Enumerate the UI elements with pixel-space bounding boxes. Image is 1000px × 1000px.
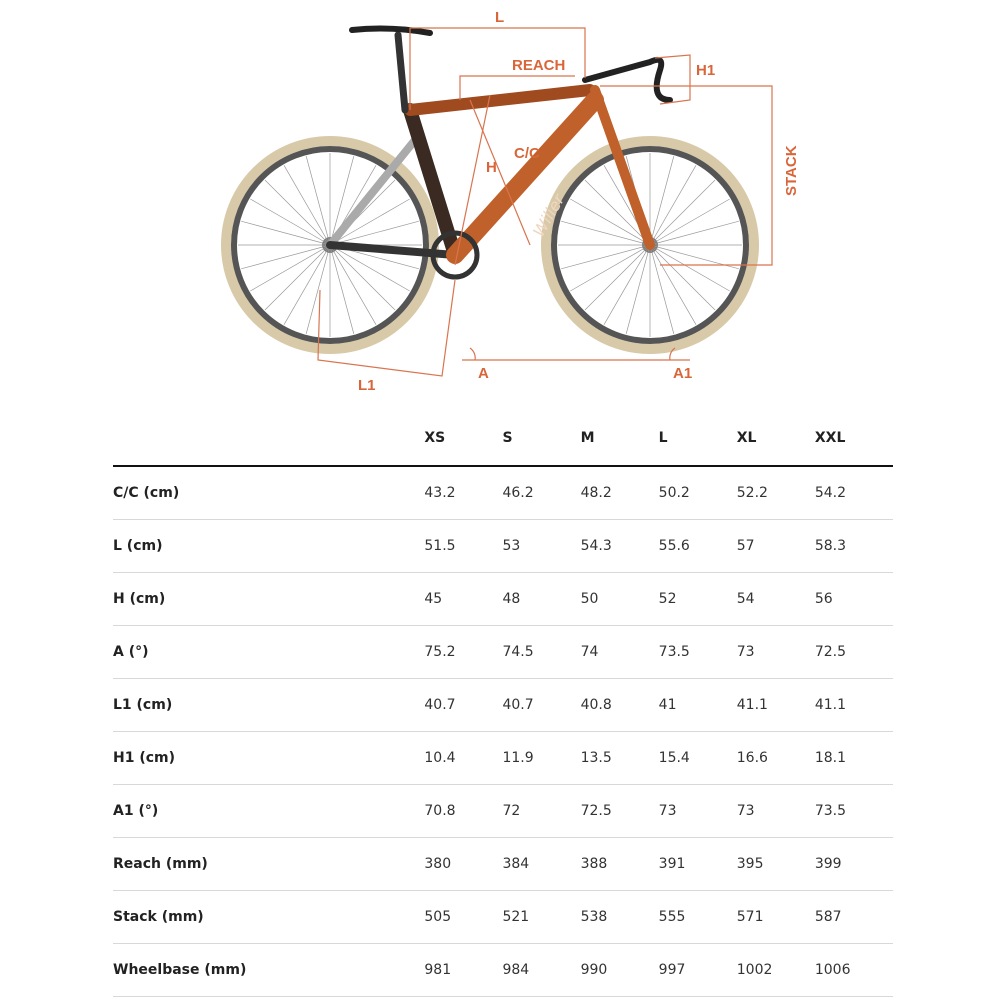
table-cell: 52 — [659, 573, 737, 626]
table-cell: 74 — [581, 626, 659, 679]
spoke — [561, 245, 650, 269]
table-cell: 54.3 — [581, 520, 659, 573]
label-l1: L1 — [358, 377, 376, 394]
label-a: A — [478, 365, 489, 382]
column-header-s: S — [502, 410, 580, 466]
table-cell: 13.5 — [581, 732, 659, 785]
table-cell: 1006 — [815, 944, 893, 997]
table-row — [113, 679, 893, 732]
table-cell: 41.1 — [737, 679, 815, 732]
table-cell: 57 — [737, 520, 815, 573]
table-cell: 16.6 — [737, 732, 815, 785]
spoke — [650, 180, 715, 245]
table-cell: 46.2 — [502, 466, 580, 520]
table-cell: 58.3 — [815, 520, 893, 573]
table-cell: 10.4 — [424, 732, 502, 785]
spoke — [650, 165, 696, 245]
table-cell: 73 — [737, 626, 815, 679]
row-label: L (cm) — [113, 520, 424, 573]
row-label: Reach (mm) — [113, 838, 424, 891]
table-cell: 72.5 — [815, 626, 893, 679]
header-row — [113, 410, 893, 466]
spoke — [250, 245, 330, 291]
column-header-l: L — [659, 410, 737, 466]
table-cell: 40.7 — [502, 679, 580, 732]
row-label: A1 (°) — [113, 785, 424, 838]
table-cell: 48 — [502, 573, 580, 626]
table-cell: 74.5 — [502, 626, 580, 679]
table-cell: 75.2 — [424, 626, 502, 679]
spoke — [330, 199, 410, 245]
table-cell: 997 — [659, 944, 737, 997]
spoke — [626, 245, 650, 334]
table-cell: 54.2 — [815, 466, 893, 520]
table-cell: 388 — [581, 838, 659, 891]
row-label: A (°) — [113, 626, 424, 679]
table-row — [113, 732, 893, 785]
table-cell: 981 — [424, 944, 502, 997]
table-row — [113, 891, 893, 944]
label-stack: STACK — [783, 145, 800, 196]
table-cell: 384 — [502, 838, 580, 891]
spoke — [265, 180, 330, 245]
table-cell: 1002 — [737, 944, 815, 997]
table-cell: 990 — [581, 944, 659, 997]
table-cell: 50 — [581, 573, 659, 626]
table-cell: 538 — [581, 891, 659, 944]
spoke — [561, 221, 650, 245]
label-h1: H1 — [696, 62, 716, 79]
spoke — [650, 245, 715, 310]
table-cell: 48.2 — [581, 466, 659, 520]
table-row — [113, 626, 893, 679]
table-cell: 15.4 — [659, 732, 737, 785]
label-l: L — [495, 9, 505, 26]
spoke — [650, 199, 730, 245]
table-cell: 72.5 — [581, 785, 659, 838]
spoke — [585, 245, 650, 310]
table-row — [113, 466, 893, 520]
table-cell: 45 — [424, 573, 502, 626]
table-row — [113, 944, 893, 997]
table-cell: 18.1 — [815, 732, 893, 785]
table-cell: 73 — [737, 785, 815, 838]
spoke — [650, 245, 730, 291]
table-cell: 56 — [815, 573, 893, 626]
spoke — [650, 245, 674, 334]
table-cell: 70.8 — [424, 785, 502, 838]
table-cell: 41.1 — [815, 679, 893, 732]
table-cell: 54 — [737, 573, 815, 626]
spoke — [650, 221, 739, 245]
column-header-m: M — [581, 410, 659, 466]
table-cell: 984 — [502, 944, 580, 997]
table-cell: 73.5 — [659, 626, 737, 679]
table-cell: 72 — [502, 785, 580, 838]
row-label: H1 (cm) — [113, 732, 424, 785]
spoke — [650, 156, 674, 245]
table-cell: 380 — [424, 838, 502, 891]
row-label: Stack (mm) — [113, 891, 424, 944]
spoke — [650, 245, 696, 325]
table-cell: 571 — [737, 891, 815, 944]
table-cell: 43.2 — [424, 466, 502, 520]
spoke — [250, 199, 330, 245]
spoke — [330, 245, 376, 325]
label-h: H — [486, 159, 497, 176]
table-cell: 505 — [424, 891, 502, 944]
column-header-xxl: XXL — [815, 410, 893, 466]
spoke — [306, 245, 330, 334]
table-cell: 399 — [815, 838, 893, 891]
brand-logo: Wilier — [529, 191, 569, 240]
table-cell: 73.5 — [815, 785, 893, 838]
table-cell: 555 — [659, 891, 737, 944]
label-reach: REACH — [512, 57, 566, 74]
table-cell: 521 — [502, 891, 580, 944]
table-cell: 53 — [502, 520, 580, 573]
table-cell: 55.6 — [659, 520, 737, 573]
label-a1: A1 — [673, 365, 693, 382]
spoke — [284, 165, 330, 245]
table-cell: 73 — [659, 785, 737, 838]
table-cell: 51.5 — [424, 520, 502, 573]
table-row — [113, 573, 893, 626]
table-cell: 11.9 — [502, 732, 580, 785]
spoke — [330, 245, 354, 334]
label-cc: C/C — [514, 145, 540, 162]
row-label: Wheelbase (mm) — [113, 944, 424, 997]
row-label: C/C (cm) — [113, 466, 424, 520]
table-cell: 50.2 — [659, 466, 737, 520]
column-header-xs: XS — [424, 410, 502, 466]
table-cell: 391 — [659, 838, 737, 891]
column-header-xl: XL — [737, 410, 815, 466]
spoke — [241, 245, 330, 269]
table-cell: 40.7 — [424, 679, 502, 732]
table-cell: 40.8 — [581, 679, 659, 732]
spoke — [284, 245, 330, 325]
bike-geometry-diagram — [0, 0, 1000, 400]
table-cell: 52.2 — [737, 466, 815, 520]
table-row — [113, 838, 893, 891]
geometry-table — [113, 410, 893, 997]
spoke — [604, 245, 650, 325]
spoke — [570, 245, 650, 291]
table-row — [113, 520, 893, 573]
row-label: H (cm) — [113, 573, 424, 626]
row-label: L1 (cm) — [113, 679, 424, 732]
table-cell: 41 — [659, 679, 737, 732]
row-label-header — [113, 410, 424, 466]
spoke — [241, 221, 330, 245]
spoke — [306, 156, 330, 245]
table-cell: 395 — [737, 838, 815, 891]
table-cell: 587 — [815, 891, 893, 944]
spoke — [330, 245, 395, 310]
table-row — [113, 785, 893, 838]
